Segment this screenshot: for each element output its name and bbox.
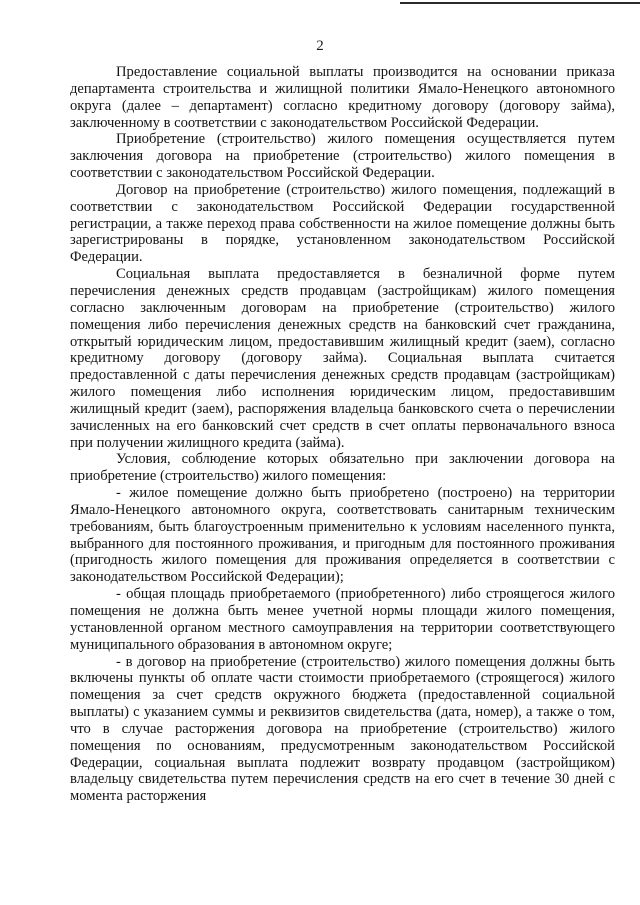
paragraph-acquisition: Приобретение (строительство) жилого помещения осуществляется путем заключения договора на приобретение (строительство) жилого помещения в соответствии с законодательством Российской Федерации.	[70, 131, 615, 182]
condition-item-territory: - жилое помещение должно быть приобретено (построено) на территории Ямало-Ненецкого автономного округа, соответствовать санитарным техническим требованиям, быть благоустроенным применительно к условиям населенного пункта, выбранного для постоянного проживания, и пригодным для постоянного проживания (пригодность жилого помещения для проживания определяется в соответствии с законодательством Российской Федерации);	[70, 485, 615, 586]
page-number: 2	[316, 38, 324, 54]
paragraph-payment-form: Социальная выплата предоставляется в безналичной форме путем перечисления денежных средств продавцам (застройщикам) жилого помещения согласно заключенным договорам на приобретение (строительство) жилого помещения либо перечисления денежных средств на банковский счет гражданина, открытый юридическим лицом, предоставившим жилищный кредит (заем), согласно кредитному договору (договору займа). Социальная выплата считается предоставленной с даты перечисления денежных средств продавцам (застройщикам) жилого помещения либо исполнения юридическим лицом, предоставившим жилищный кредит (заем), распоряжения владельца банковского счета о перечислении зачисленных на его банковский счет средств в счет оплаты первоначального взноса при получении жилищного кредита (займа).	[70, 266, 615, 451]
document-body	[70, 64, 615, 805]
condition-item-contract-clauses: - в договор на приобретение (строительство) жилого помещения должны быть включены пункты об оплате части стоимости приобретаемого (строящегося) жилого помещения за счет средств окружного бюджета (предоставленной социальной выплаты) с указанием суммы и реквизитов свидетельства (дата, номер), а также о том, что в случае расторжения договора на приобретение (строительство) жилого помещения по основаниям, предусмотренным законодательством Российской Федерации, социальная выплата подлежит возврату продавцом (застройщиком) владельцу свидетельства путем перечисления средств на его счет в течение 30 дней с момента расторжения	[70, 653, 615, 805]
condition-item-area: - общая площадь приобретаемого (приобретенного) либо строящегося жилого помещения не должна быть менее учетной нормы площади жилого помещения, установленной органом местного самоуправления на территории соответствующего муниципального образования в автономном округе;	[70, 586, 615, 653]
paragraph-conditions-intro: Условия, соблюдение которых обязательно при заключении договора на приобретение (строительство) жилого помещения:	[70, 451, 615, 485]
top-edge-rule	[400, 2, 640, 4]
paragraph-payment-basis: Предоставление социальной выплаты производится на основании приказа департамента строительства и жилищной политики Ямало-Ненецкого автономного округа (далее – департамент) согласно кредитному договору (договору займа), заключенному в соответствии с законодательством Российской Федерации.	[70, 64, 615, 131]
paragraph-contract-registration: Договор на приобретение (строительство) жилого помещения, подлежащий в соответствии с законодательством Российской Федерации государственной регистрации, а также переход права собственности на жилое помещение должны быть зарегистрированы в порядке, установленном законодательством Российской Федерации.	[70, 181, 615, 266]
